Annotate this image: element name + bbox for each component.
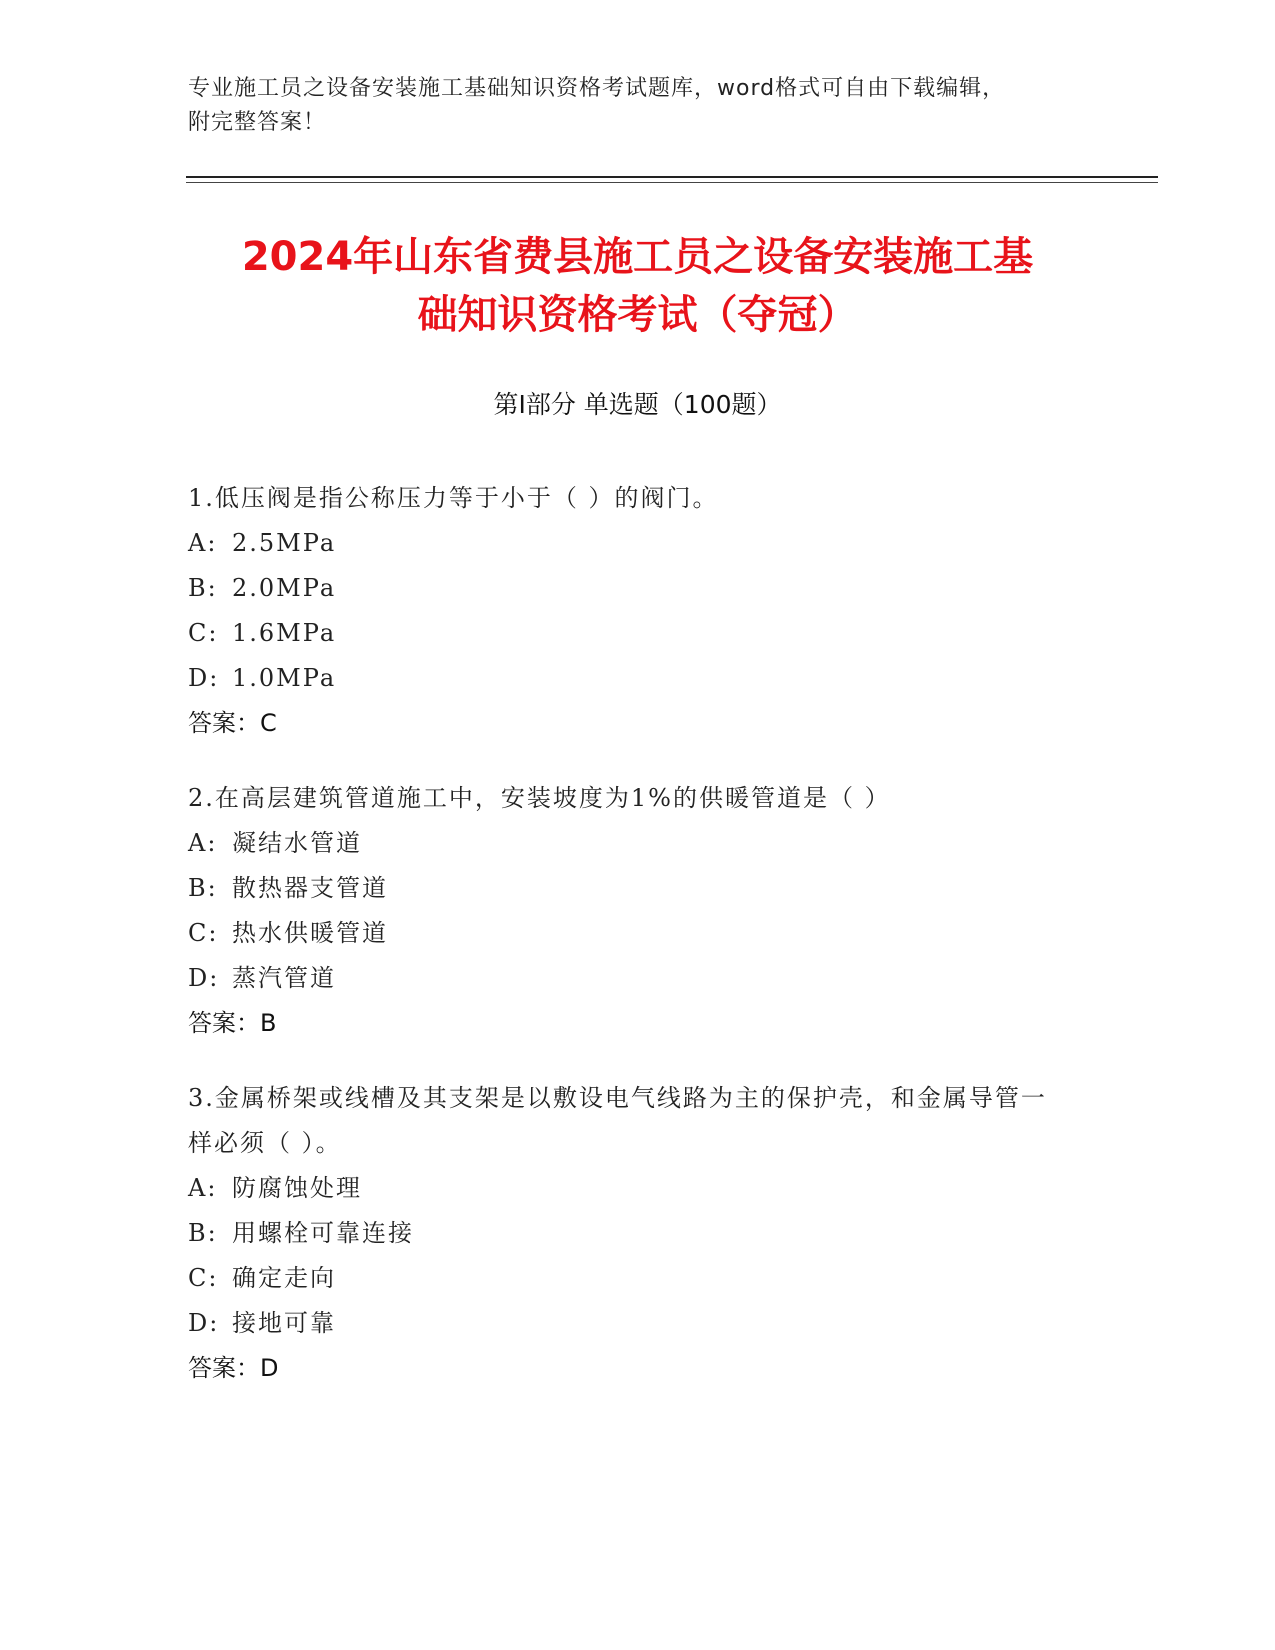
option-d (188, 656, 1068, 701)
header-divider-thin (186, 182, 1158, 183)
answer: 答案：D (188, 1354, 279, 1382)
option-text: 1.0MPa (232, 664, 337, 692)
option-letter: B: (188, 874, 218, 902)
question-stem: 1.低压阀是指公称压力等于小于（ ）的阀门。 (188, 484, 719, 512)
option-text: 2.0MPa (232, 574, 337, 602)
option-b (188, 1211, 1068, 1256)
header-note-line-2: 附完整答案！ (188, 110, 327, 135)
option-b (188, 566, 1068, 611)
header-divider-thick (186, 176, 1158, 178)
option-d (188, 1301, 1068, 1346)
header-note (188, 72, 1068, 140)
option-c (188, 1256, 1068, 1301)
question-2 (188, 776, 1068, 1046)
option-a (188, 521, 1068, 566)
option-text: 凝结水管道 (232, 829, 362, 857)
option-c (188, 611, 1068, 656)
option-letter: C: (188, 919, 219, 947)
option-b (188, 866, 1068, 911)
option-d (188, 956, 1068, 1001)
header-note-line-1: 专业施工员之设备安装施工基础知识资格考试题库，word格式可自由下载编辑， (188, 76, 1006, 101)
document-title-line-2: 础知识资格考试（夺冠） (417, 292, 858, 338)
answer: 答案：C (188, 709, 277, 737)
section-heading: 第Ⅰ部分 单选题（100题） (493, 390, 782, 419)
question-list (188, 476, 1068, 1421)
document-title (150, 228, 1125, 344)
answer: 答案：B (188, 1009, 277, 1037)
option-letter: D: (188, 964, 220, 992)
option-letter: A: (188, 529, 218, 557)
option-text: 散热器支管道 (232, 874, 388, 902)
option-text: 确定走向 (232, 1264, 336, 1292)
option-text: 接地可靠 (232, 1309, 336, 1337)
option-letter: A: (188, 829, 218, 857)
document-title-line-1: 2024年山东省费县施工员之设备安装施工基 (241, 234, 1034, 280)
option-text: 蒸汽管道 (232, 964, 336, 992)
option-text: 热水供暖管道 (232, 919, 388, 947)
question-1 (188, 476, 1068, 746)
option-text: 2.5MPa (232, 529, 337, 557)
question-3 (188, 1076, 1068, 1391)
option-a (188, 821, 1068, 866)
option-letter: A: (188, 1174, 218, 1202)
question-stem: 2.在高层建筑管道施工中，安装坡度为1%的供暖管道是（ ） (188, 784, 891, 812)
option-text: 防腐蚀处理 (232, 1174, 362, 1202)
option-text: 用螺栓可靠连接 (232, 1219, 414, 1247)
option-a (188, 1166, 1068, 1211)
question-stem: 3.金属桥架或线槽及其支架是以敷设电气线路为主的保护壳，和金属导管一样必须（ ）。 (188, 1084, 1047, 1157)
option-letter: B: (188, 1219, 218, 1247)
option-letter: D: (188, 664, 220, 692)
option-letter: C: (188, 619, 219, 647)
option-text: 1.6MPa (232, 619, 337, 647)
option-c (188, 911, 1068, 956)
option-letter: C: (188, 1264, 219, 1292)
option-letter: D: (188, 1309, 220, 1337)
option-letter: B: (188, 574, 218, 602)
